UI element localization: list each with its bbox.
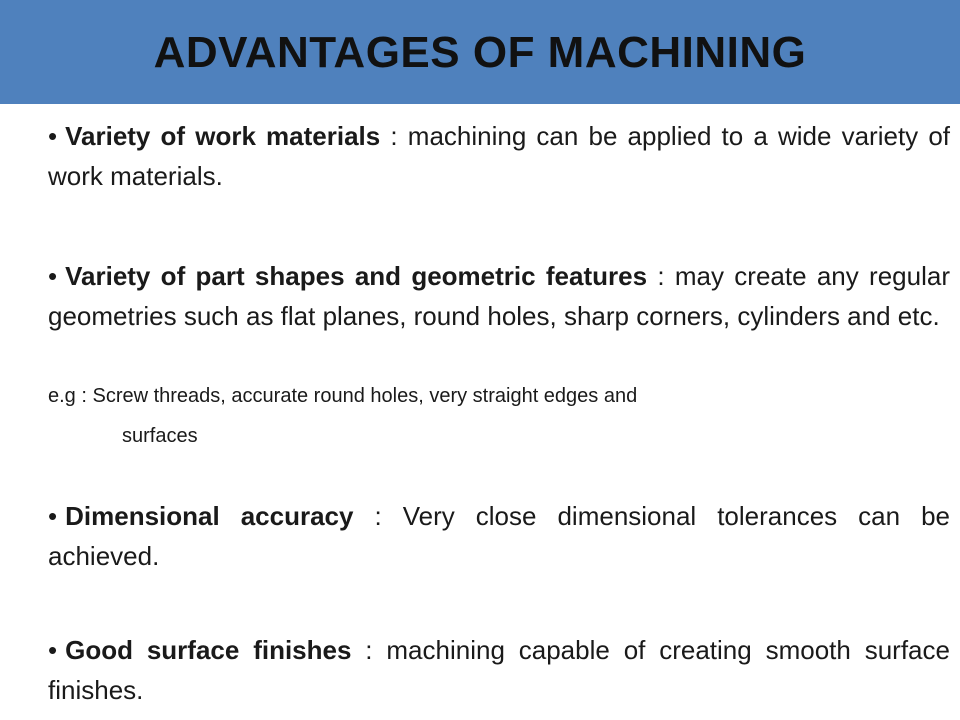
bullet-marker: • (48, 121, 58, 151)
bullet-separator: : (374, 501, 382, 531)
title-bar (0, 0, 960, 104)
bullet-marker: • (48, 501, 58, 531)
bullet-separator: : (390, 121, 398, 151)
bullet-text: Very close dimensional tolerances can be achieved. (48, 501, 951, 571)
bullet-marker: • (48, 635, 58, 665)
bullet-text: machining can be applied to a wide variety of work materials. (48, 121, 950, 191)
bullet-marker: • (48, 261, 58, 291)
bullet-item (48, 630, 950, 710)
bullet-text: machining capable of creating smooth surface finishes. (48, 635, 950, 705)
bullet-heading: Good surface finishes (65, 635, 352, 665)
bullet-item (48, 116, 950, 196)
bullet-separator: : (365, 635, 373, 665)
bullet-heading: Variety of work materials (65, 121, 381, 151)
bullet-item (48, 496, 950, 576)
example-line-1: e.g : Screw threads, accurate round holes, very straight edges and (48, 385, 638, 407)
example-line-2: surfaces (122, 425, 198, 447)
bullet-heading: Dimensional accuracy (65, 501, 354, 531)
bullet-heading: Variety of part shapes and geometric features (65, 261, 648, 291)
bullet-separator: : (657, 261, 665, 291)
bullet-item (48, 256, 950, 336)
example-note (48, 376, 637, 456)
slide-title: ADVANTAGES OF MACHINING (153, 28, 807, 77)
bullet-text: may create any regular geometries such as flat planes, round holes, sharp corners, cylinders and etc. (48, 261, 950, 331)
